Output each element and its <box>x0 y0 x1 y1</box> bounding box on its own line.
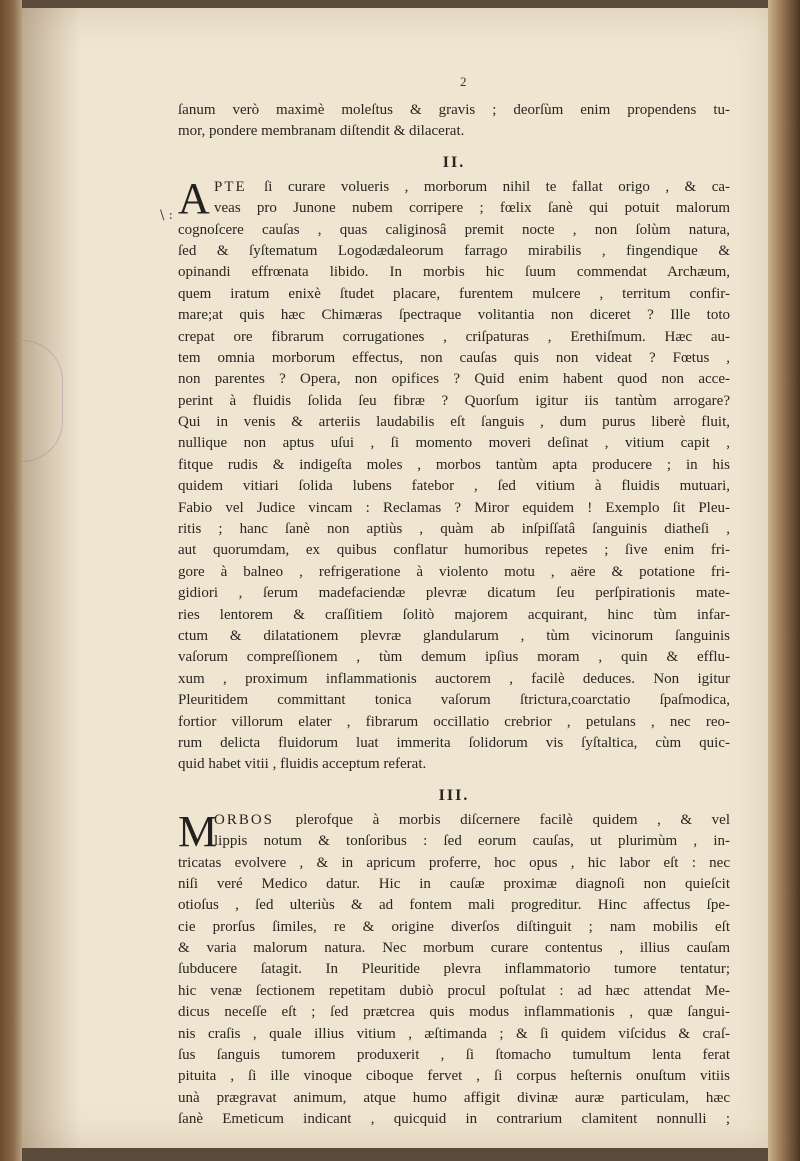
text-line: ries lentorem & craſſitiem ſolitò majorem acquirant, hinc tùm infar- <box>178 606 730 623</box>
text-line: niſi veré Medico datur. Hic in cauſæ proximæ diagnoſi non quieſcit <box>178 875 730 892</box>
text-line: hic venæ ſectionem repetitam dubiò procul poſtulat : ad hæc attendat Me- <box>178 982 730 999</box>
text-line: Fabio vel Judice vincam : Reclamas ? Miror equidem ! Exemplo ſit Pleu- <box>178 499 730 516</box>
text-line: tem omnia morborum effectus, non cauſas quis non videat ? Fœtus , <box>178 349 730 366</box>
text-line: opinandi effrœnata libido. In morbis hic ſuum commendat Archæum, <box>178 264 730 281</box>
text-line: xum , proximum inflammationis auctorem , facilè deduces. Non igitur <box>178 670 730 687</box>
text-line: Qui in venis & arteriis laudabilis eſt ſanguis , dum purus liberè fluit, <box>178 414 730 431</box>
drop-cap: A <box>178 173 210 223</box>
text-line: nis craſis , quale illius vitium , æſtimanda ; & ſi quidem viſcidus & craſ- <box>178 1025 730 1042</box>
text-line: lippis notum & tonſoribus : ſed eorum cauſas, ut plurimùm , in- <box>214 833 730 850</box>
text-line: crepat ore fibrarum corrugationes , criſpaturas , Erethiſmum. Hæc au- <box>178 328 730 345</box>
text-line: quem iratum enixè ſtudet placare, furentem mulcere , territum confir- <box>178 285 730 302</box>
text-line: non parentes ? Opera, non opifices ? Quid enim habent quod non acce- <box>178 371 730 388</box>
text-block <box>178 100 730 1131</box>
page-number: 2 <box>460 74 467 89</box>
text-line: fortior villorum elater , fibrarum occillatio crebrior , petulans , nec reo- <box>178 713 730 730</box>
gutter-shadow <box>22 8 82 1148</box>
text-line: mare;at quis hæc Chimæras ſpectraque volitantia non diceret ? Ille toto <box>178 307 730 324</box>
text-line: veas pro Junone nubem corripere ; fœlix ſanè qui potuit malorum <box>214 200 730 217</box>
section-heading-iii: III. <box>438 786 470 804</box>
text-line: pituita , ſi ille vinoque ciboque fervet , ſi corpus heſternis onuſtum vitiis <box>178 1068 730 1085</box>
text-line: Pleuritidem committant tonica vaſorum ſtrictura,coarctatio ſpaſmodica, <box>178 692 730 709</box>
text-line: mor, pondere membranam diſtendit & dilacerat. <box>178 123 465 140</box>
text-line: ſanum verò maximè moleſtus & gravis ; deorſùm enim propendens tu- <box>178 102 730 118</box>
section-ii <box>178 173 730 776</box>
line-text: ſi curare volueris , morborum nihil te fallat origo , & ca- <box>264 178 730 195</box>
first-word: ORBOS <box>214 811 296 828</box>
text-line: cognoſcere cauſas , quas caliginosâ premit nocte , non ſolùm natura, <box>178 221 730 238</box>
text-line: ſubducere ſatagit. In Pleuritide plevra inflammatorio tumore tentatur; <box>178 961 730 978</box>
text-line: ritis ; hanc ſanè non aptiùs , quàm ab inſpiſſatâ ſanguinis diatheſi , <box>178 521 730 538</box>
line-text: plerofque à morbis diſcernere facilè quidem , & vel <box>295 811 730 828</box>
page-edge <box>768 0 800 1161</box>
text-line: nullique non aptus uſui , ſi momento moveri deſinat , vitium capit , <box>178 435 730 452</box>
text-line: vaſorum compreſſionem , tùm demum ipſius moram , quin & efflu- <box>178 649 730 666</box>
text-line: tricatas evolvere , & in apricum proferre, hoc opus , hic labor eſt : nec <box>178 854 730 871</box>
margin-mark: \ : <box>160 208 173 223</box>
text-line: & varia malorum natura. Nec morbum curare contentus , illius cauſam <box>178 940 730 957</box>
first-word: PTE <box>214 178 265 195</box>
text-line: ſus ſanguis tumorem produxerit , ſi ſtomacho tumultum lenta ferat <box>178 1047 730 1064</box>
text-line: perint à fluidis ſolida ſeu fibræ ? Quorſum igitur iis tantùm arrogare? <box>178 392 730 409</box>
text-line: fitque rudis & indigeſta moles , morbos tantùm apta producere ; in his <box>178 456 730 473</box>
text-line: quid habet vitii , fluidis acceptum referat. <box>178 756 427 773</box>
book-spine <box>0 0 22 1161</box>
text-line: cie prorſus ſimiles, re & origine diverſos diſtinguit ; nam mobilis eſt <box>178 918 730 935</box>
text-line: ſanè Emeticum indicant , quicquid in contrarium clamitent nonnulli ; <box>178 1111 730 1128</box>
section-heading-ii: II. <box>442 153 466 171</box>
text-line: aut quorumdam, ex quibus conflatur humoribus repetes ; ſive enim fri- <box>178 542 730 559</box>
text-line: unà prægravat animum, atque humo affigit divinæ auræ particulam, hæc <box>178 1089 730 1106</box>
text-line: ctum & dilatationem plevræ glandularum , tùm vicinorum ſanguinis <box>178 627 730 644</box>
section-iii <box>178 806 730 1131</box>
text-line: rum delicta fluidorum luat immerita ſolidorum vis ſyſtaltica, cùm quic- <box>178 734 730 751</box>
text-line: gore à balneo , refrigeratione à violento motu , aëre & potatione fri- <box>178 563 730 580</box>
text-line: otioſus , ſed ulteriùs & ad fontem mali progreditur. Hinc affectus ſpe- <box>178 897 730 914</box>
drop-cap: M <box>178 806 218 856</box>
text-line: dicus neceſſe eſt ; ſed prætcrea quis modus inflammationis , quæ ſangui- <box>178 1004 730 1021</box>
text-line: quidem vitiari ſolida lubens fatebor , ſed vitium à fluidis mutuari, <box>178 478 730 495</box>
text-line: gidiori , ſerum madefaciendæ plevræ dicatum ſeu perſpirationis mate- <box>178 585 730 602</box>
text-line: ſed & ſyſtematum Logodædaleorum farrago mirabilis , fingendique & <box>178 242 730 259</box>
